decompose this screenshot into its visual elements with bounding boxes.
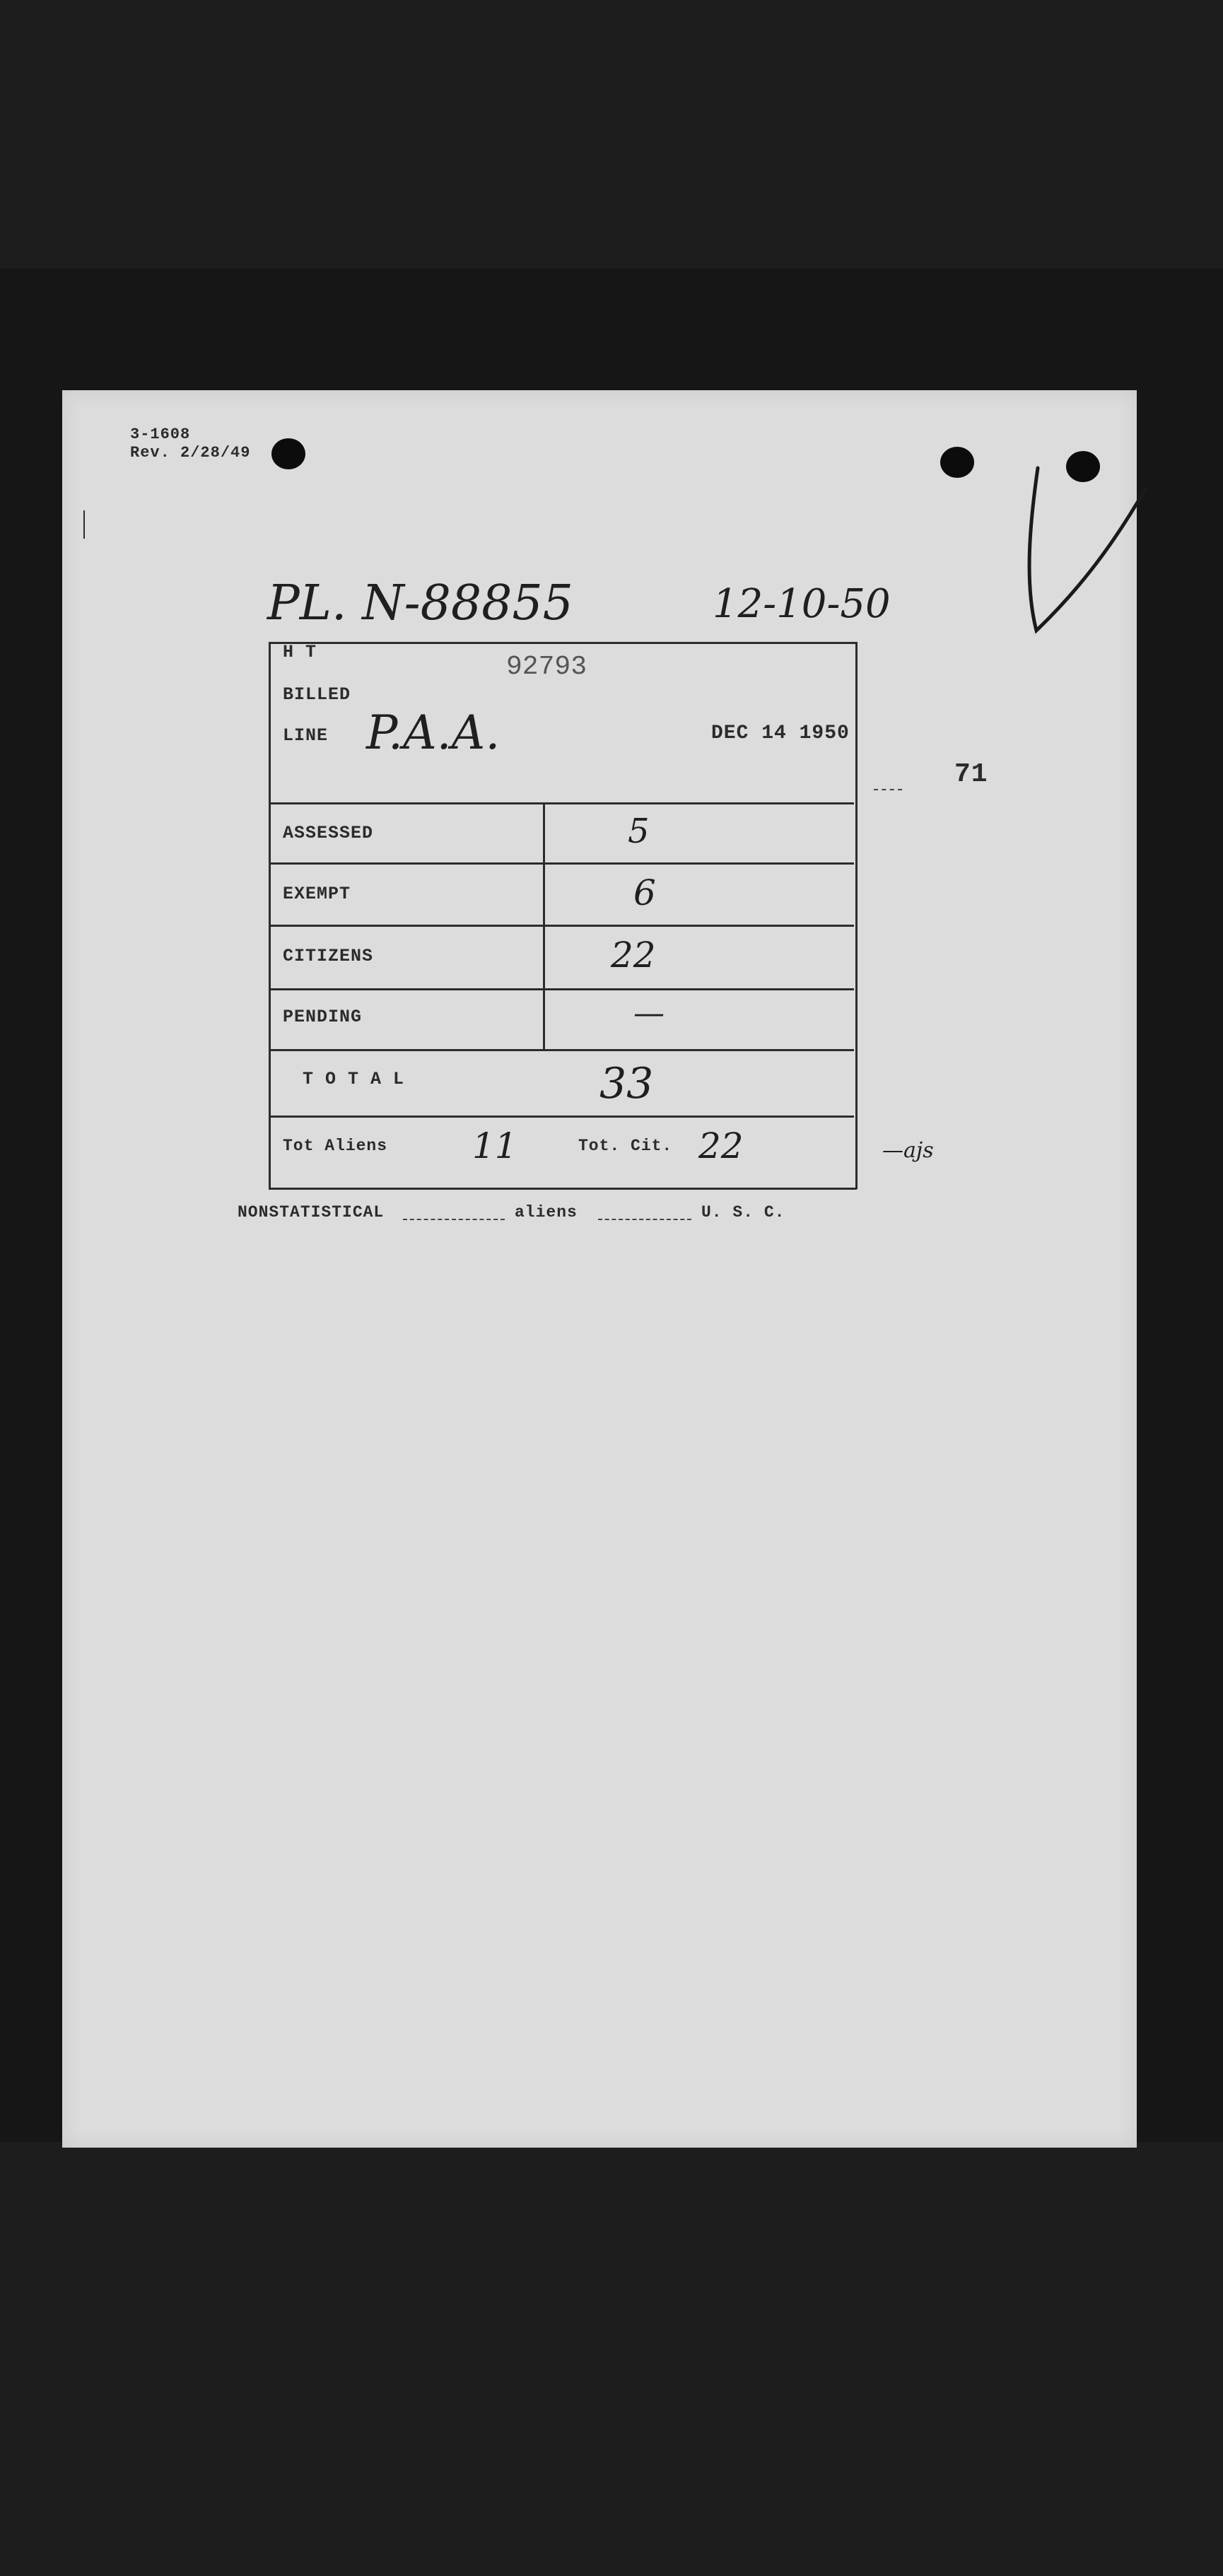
total-citizens-value: 22 [698,1125,744,1166]
exempt-value: 6 [633,872,656,913]
usc-label: U. S. C. [701,1203,785,1222]
manifest-card [62,390,1137,2148]
date-stamp: DEC 14 1950 [711,722,850,744]
total-value: 33 [599,1059,654,1108]
box-left [269,642,271,1189]
edge-mark [83,510,85,539]
total-label: T O T A L [303,1069,405,1089]
total-aliens-label: Tot Aliens [283,1137,388,1155]
row-rule-4 [270,1049,854,1051]
margin-note: —ajs [882,1138,934,1163]
column-divider [543,802,545,1049]
pending-label: PENDING [283,1007,363,1027]
rows-top-rule [270,802,854,804]
row-rule-3 [270,988,854,990]
date-written: 12-10-50 [713,581,891,627]
form-number: 3-1608 [130,426,191,443]
page-stamp: 71 [954,759,988,790]
citizens-label: CITIZENS [283,946,374,966]
total-citizens-label: Tot. Cit. [578,1137,673,1155]
line-value: P.A.A. [366,706,501,760]
box-bottom [269,1188,857,1190]
margin-dash [874,789,902,792]
ht-number: 92793 [506,652,587,682]
box-top [269,642,857,644]
row-rule-1 [270,862,854,865]
billed-label: BILLED [283,684,351,705]
exempt-label: EXEMPT [283,884,351,904]
film-strip-bottom [0,2142,1223,2576]
form-revision: Rev. 2/28/49 [130,444,251,462]
box-right [855,642,858,1189]
citizens-value: 22 [611,935,656,976]
aliens-label: aliens [515,1203,578,1222]
assessed-label: ASSESSED [283,823,374,843]
row-rule-5 [270,1116,854,1118]
row-rule-2 [270,925,854,927]
port-number: PL. N-88855 [267,575,573,631]
check-mark-icon [953,454,1151,652]
film-strip-top [0,0,1223,269]
nonstatistical-blank [403,1219,505,1222]
assessed-value: 5 [628,812,650,851]
pending-value: — [633,995,665,1031]
punch-hole-left [271,438,305,469]
nonstatistical-label: NONSTATISTICAL [238,1203,385,1222]
ht-label: H T [283,642,317,662]
line-label: LINE [283,725,329,746]
aliens-blank [598,1219,691,1222]
total-aliens-value: 11 [472,1125,517,1166]
